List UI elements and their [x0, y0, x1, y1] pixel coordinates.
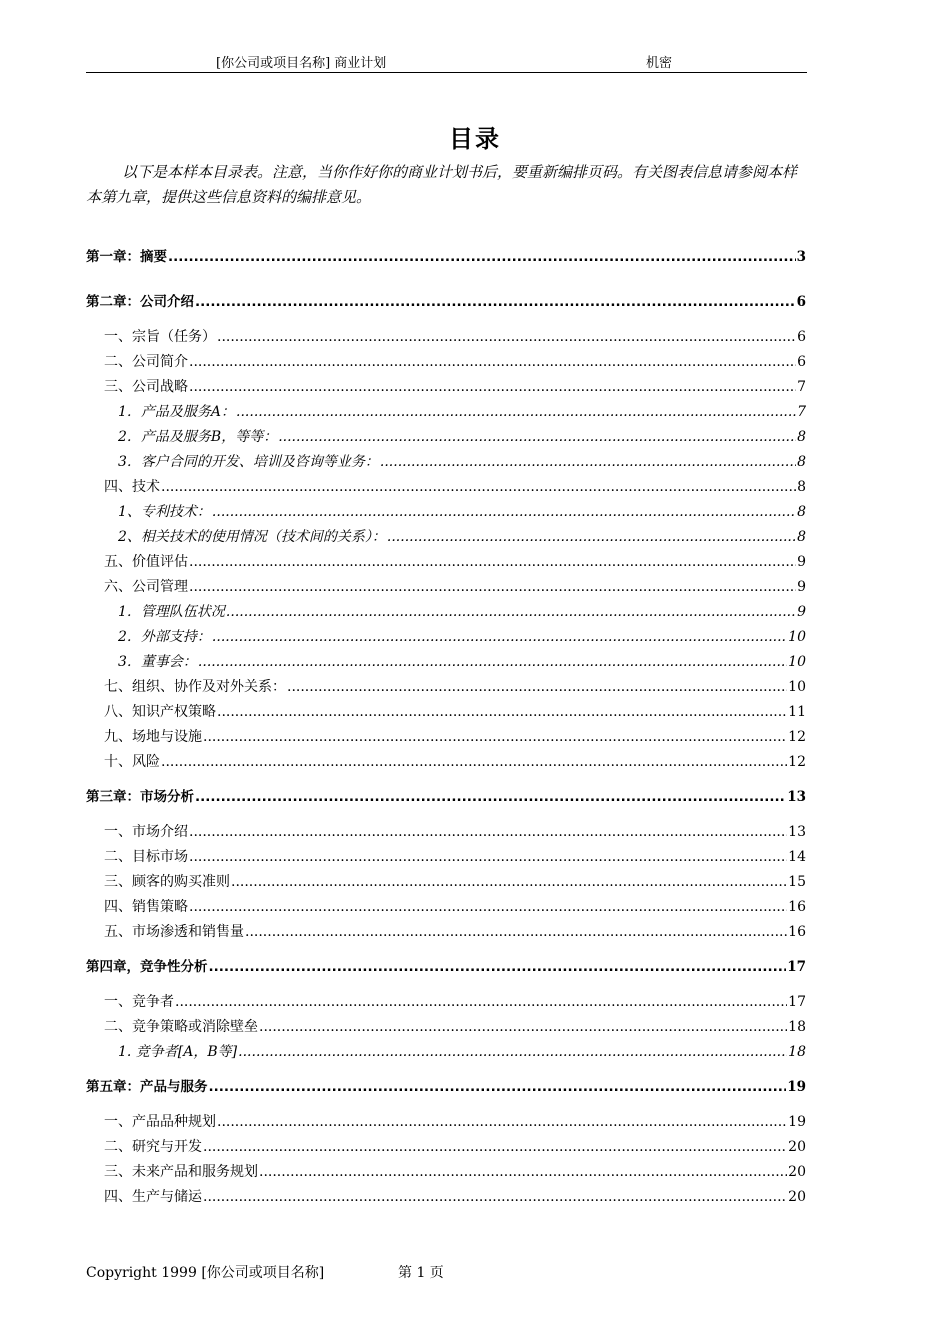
toc-entry-page: 7: [797, 379, 806, 395]
toc-entry-0[interactable]: [86, 247, 806, 267]
toc-entry-page: 12: [788, 754, 806, 770]
toc-dot-leader: [217, 1112, 787, 1132]
toc-entry-32[interactable]: [86, 1137, 806, 1157]
toc-entry-page: 8: [797, 479, 806, 495]
toc-entry-page: 6: [796, 294, 806, 310]
toc-entry-page: 19: [788, 1114, 806, 1130]
toc-entry-20[interactable]: [86, 787, 806, 807]
toc-entry-11[interactable]: [86, 552, 806, 572]
toc-entry-page: 11: [788, 704, 806, 720]
toc-entry-30[interactable]: [86, 1077, 806, 1097]
toc-entry-5[interactable]: [86, 402, 806, 422]
toc-entry-page: 8: [797, 429, 806, 445]
toc-entry-label: 一、产品品种规划: [104, 1114, 216, 1130]
toc-entry-label: 第三章：市场分析: [86, 789, 194, 805]
toc-dot-leader: [189, 822, 787, 842]
toc-entry-page: 6: [797, 329, 806, 345]
toc-entry-label: 八、知识产权策略: [104, 704, 216, 720]
toc-dot-leader: [231, 872, 787, 892]
toc-entry-label: 3．客户合同的开发、培训及咨询等业务：: [118, 454, 379, 470]
toc-entry-8[interactable]: [86, 477, 806, 497]
toc-entry-label: 五、市场渗透和销售量: [104, 924, 244, 940]
toc-entry-label: 2、相关技术的使用情况（技术间的关系）：: [118, 529, 386, 545]
toc-entry-23[interactable]: [86, 872, 806, 892]
toc-entry-page: 17: [787, 959, 806, 975]
toc-entry-label: 2．产品及服务B，等等：: [118, 429, 278, 445]
toc-entry-label: 四、技术: [104, 479, 160, 495]
toc-entry-15[interactable]: [86, 652, 806, 672]
toc-entry-27[interactable]: [86, 992, 806, 1012]
toc-dot-leader: [161, 477, 796, 497]
toc-entry-page: 18: [788, 1019, 806, 1035]
toc-entry-page: 10: [788, 629, 806, 645]
toc-entry-label: 一、竞争者: [104, 994, 174, 1010]
toc-dot-leader: [203, 1137, 787, 1157]
toc-entry-page: 18: [788, 1044, 806, 1060]
toc-entry-7[interactable]: [86, 452, 806, 472]
toc-dot-leader: [195, 292, 796, 312]
toc-entry-12[interactable]: [86, 577, 806, 597]
toc-entry-label: 四、生产与储运: [104, 1189, 202, 1205]
toc-entry-16[interactable]: [86, 677, 806, 697]
footer-copyright: Copyright 1999 [你公司或项目名称]: [86, 1265, 325, 1281]
toc-entry-label: 六、公司管理: [104, 579, 188, 595]
toc-entry-label: 九、场地与设施: [104, 729, 202, 745]
toc-dot-leader: [238, 1042, 787, 1062]
toc-entry-2[interactable]: [86, 327, 806, 347]
toc-entry-label: 五、价值评估: [104, 554, 188, 570]
toc-entry-19[interactable]: [86, 752, 806, 772]
toc-entry-label: 二、竞争策略或消除壁垒: [104, 1019, 258, 1035]
toc-entry-17[interactable]: [86, 702, 806, 722]
toc-dot-leader: [195, 787, 786, 807]
toc-dot-leader: [189, 377, 796, 397]
toc-entry-label: 二、公司简介: [104, 354, 188, 370]
toc-entry-page: 8: [797, 529, 806, 545]
toc-entry-31[interactable]: [86, 1112, 806, 1132]
toc-dot-leader: [380, 452, 796, 472]
toc-entry-13[interactable]: [86, 602, 806, 622]
toc-dot-leader: [209, 1077, 787, 1097]
toc-entry-page: 20: [788, 1139, 806, 1155]
toc-entry-page: 9: [797, 579, 806, 595]
toc-entry-33[interactable]: [86, 1162, 806, 1182]
header-company-plan: [你公司或项目名称] 商业计划: [216, 56, 387, 71]
toc-entry-label: 第五章：产品与服务: [86, 1079, 208, 1095]
toc-entry-label: 第二章：公司介绍: [86, 294, 194, 310]
toc-dot-leader: [189, 352, 796, 372]
toc-entry-26[interactable]: [86, 957, 806, 977]
toc-entry-22[interactable]: [86, 847, 806, 867]
toc-entry-label: 2．外部支持：: [118, 629, 211, 645]
toc-entry-label: 1. 竞争者[A，B等]: [118, 1044, 238, 1060]
toc-entry-18[interactable]: [86, 727, 806, 747]
footer-page-number: 第 1 页: [398, 1265, 444, 1281]
toc-entry-page: 19: [787, 1079, 806, 1095]
toc-entry-1[interactable]: [86, 292, 806, 312]
toc-dot-leader: [198, 652, 787, 672]
toc-entry-label: 3．董事会：: [118, 654, 197, 670]
toc-entry-page: 7: [797, 404, 806, 420]
toc-dot-leader: [161, 752, 787, 772]
toc-entry-label: 二、研究与开发: [104, 1139, 202, 1155]
toc-dot-leader: [209, 957, 787, 977]
toc-dot-leader: [226, 602, 796, 622]
toc-dot-leader: [217, 702, 787, 722]
toc-dot-leader: [217, 327, 796, 347]
toc-entry-page: 6: [797, 354, 806, 370]
toc-entry-34[interactable]: [86, 1187, 806, 1207]
toc-dot-leader: [203, 727, 787, 747]
toc-entry-label: 七、组织、协作及对外关系：: [104, 679, 286, 695]
toc-entry-page: 14: [788, 849, 806, 865]
toc-entry-14[interactable]: [86, 627, 806, 647]
toc-entry-page: 8: [797, 504, 806, 520]
toc-dot-leader: [189, 847, 787, 867]
toc-entry-page: 10: [788, 679, 806, 695]
toc-entry-label: 三、未来产品和服务规划: [104, 1164, 258, 1180]
toc-entry-page: 16: [788, 899, 806, 915]
toc-entry-6[interactable]: [86, 427, 806, 447]
toc-entry-9[interactable]: [86, 502, 806, 522]
toc-entry-label: 第四章，竞争性分析: [86, 959, 208, 975]
toc-entry-label: 三、公司战略: [104, 379, 188, 395]
toc-dot-leader: [259, 1162, 787, 1182]
toc-entry-label: 四、销售策略: [104, 899, 188, 915]
toc-entry-page: 15: [788, 874, 806, 890]
toc-entry-28[interactable]: [86, 1017, 806, 1037]
toc-entry-29[interactable]: [86, 1042, 806, 1062]
toc-entry-page: 16: [788, 924, 806, 940]
toc-dot-leader: [387, 527, 796, 547]
toc-entry-page: 20: [788, 1164, 806, 1180]
toc-entry-label: 第一章：摘要: [86, 249, 167, 265]
toc-entry-4[interactable]: [86, 377, 806, 397]
page-header: [86, 52, 807, 73]
toc-entry-label: 一、宗旨（任务）: [104, 329, 216, 345]
toc-dot-leader: [236, 402, 796, 422]
toc-entry-page: 17: [788, 994, 806, 1010]
toc-entry-page: 13: [787, 789, 806, 805]
header-confidential: 机密: [646, 56, 673, 71]
toc-entry-page: 9: [797, 604, 806, 620]
toc-entry-label: 二、目标市场: [104, 849, 188, 865]
toc-entry-25[interactable]: [86, 922, 806, 942]
toc-dot-leader: [175, 992, 787, 1012]
toc-entry-label: 一、市场介绍: [104, 824, 188, 840]
toc-entry-page: 9: [797, 554, 806, 570]
toc-entry-label: 1．产品及服务A：: [118, 404, 236, 420]
toc-dot-leader: [168, 247, 796, 267]
toc-entry-3[interactable]: [86, 352, 806, 372]
toc-entry-label: 1、专利技术：: [118, 504, 211, 520]
toc-entry-label: 三、顾客的购买准则: [104, 874, 230, 890]
toc-entry-page: 13: [788, 824, 806, 840]
toc-dot-leader: [278, 427, 796, 447]
toc-entry-24[interactable]: [86, 897, 806, 917]
toc-dot-leader: [203, 1187, 787, 1207]
page-title: 目录: [449, 124, 501, 153]
intro-paragraph: 以下是本样本目录表。注意，当你作好你的商业计划书后，要重新编排页码。有关图表信息请参阅本样本第九章，提供这些信息资料的编排意见。: [86, 163, 798, 206]
toc-dot-leader: [212, 502, 796, 522]
toc-entry-page: 10: [788, 654, 806, 670]
toc-entry-10[interactable]: [86, 527, 806, 547]
toc-dot-leader: [189, 897, 787, 917]
toc-entry-page: 8: [797, 454, 806, 470]
toc-dot-leader: [189, 552, 796, 572]
toc-entry-21[interactable]: [86, 822, 806, 842]
toc-dot-leader: [189, 577, 796, 597]
toc-entry-page: 3: [796, 249, 806, 265]
toc-dot-leader: [245, 922, 787, 942]
toc-entry-label: 十、风险: [104, 754, 160, 770]
toc-dot-leader: [287, 677, 787, 697]
toc-entry-page: 12: [788, 729, 806, 745]
toc-dot-leader: [259, 1017, 787, 1037]
toc-entry-label: 1．管理队伍状况: [118, 604, 225, 620]
toc-entry-page: 20: [788, 1189, 806, 1205]
toc-dot-leader: [212, 627, 787, 647]
